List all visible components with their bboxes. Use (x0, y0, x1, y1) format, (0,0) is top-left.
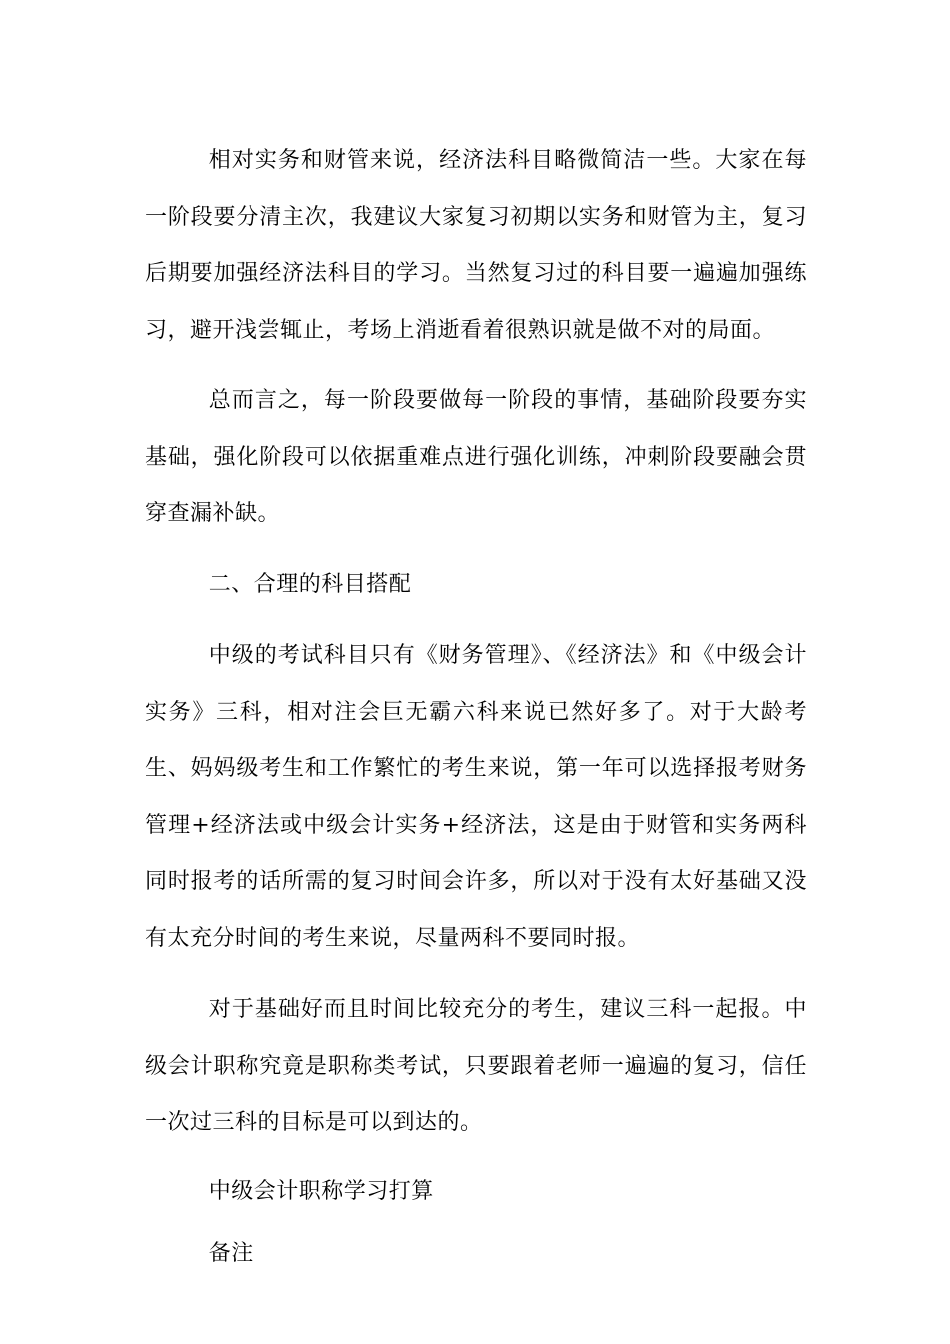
section-heading-subject-combination: 二、合理的科目搭配 (208, 571, 412, 597)
note-label: 备注 (208, 1241, 254, 1266)
document-title-line: 中级会计职称学习打算 (208, 1178, 434, 1204)
paragraph-three-subjects: 对于基础好而且时间比较充分的考生，建议三科一起报。中级会计职称究竟是职称类考试，只要跟着老师一遍遍的复习，信任一次过三科的目标是可以到达的。 (145, 997, 807, 1135)
paragraph-study-priorities: 相对实务和财管来说，经济法科目略微简洁一些。大家在每一阶段要分清主次，我建议大家复习初期以实务和财管为主，复习后期要加强经济法科目的学习。当然复习过的科目要一遍遍加强练习，避开浅尝辄止，考场上消逝看着很熟识就是做不对的局面。 (145, 148, 807, 343)
document-body (145, 133, 807, 1283)
paragraph-summary: 总而言之，每一阶段要做每一阶段的事情，基础阶段要夯实基础，强化阶段可以依据重难点进行强化训练，冲刺阶段要融会贯穿查漏补缺。 (145, 388, 807, 526)
paragraph-subject-combination: 中级的考试科目只有《财务管理》、《经济法》和《中级会计实务》三科，相对注会巨无霸六科来说已然好多了。对于大龄考生、妈妈级考生和工作繁忙的考生来说，第一年可以选择报考财务管理+经济法或中级会计实务+经济法，这是由于财管和实务两科同时报考的话所需的复习时间会许多，所以对于没有太好基础又没有太充分时间的考生来说，尽量两科不要同时报。 (145, 643, 807, 951)
